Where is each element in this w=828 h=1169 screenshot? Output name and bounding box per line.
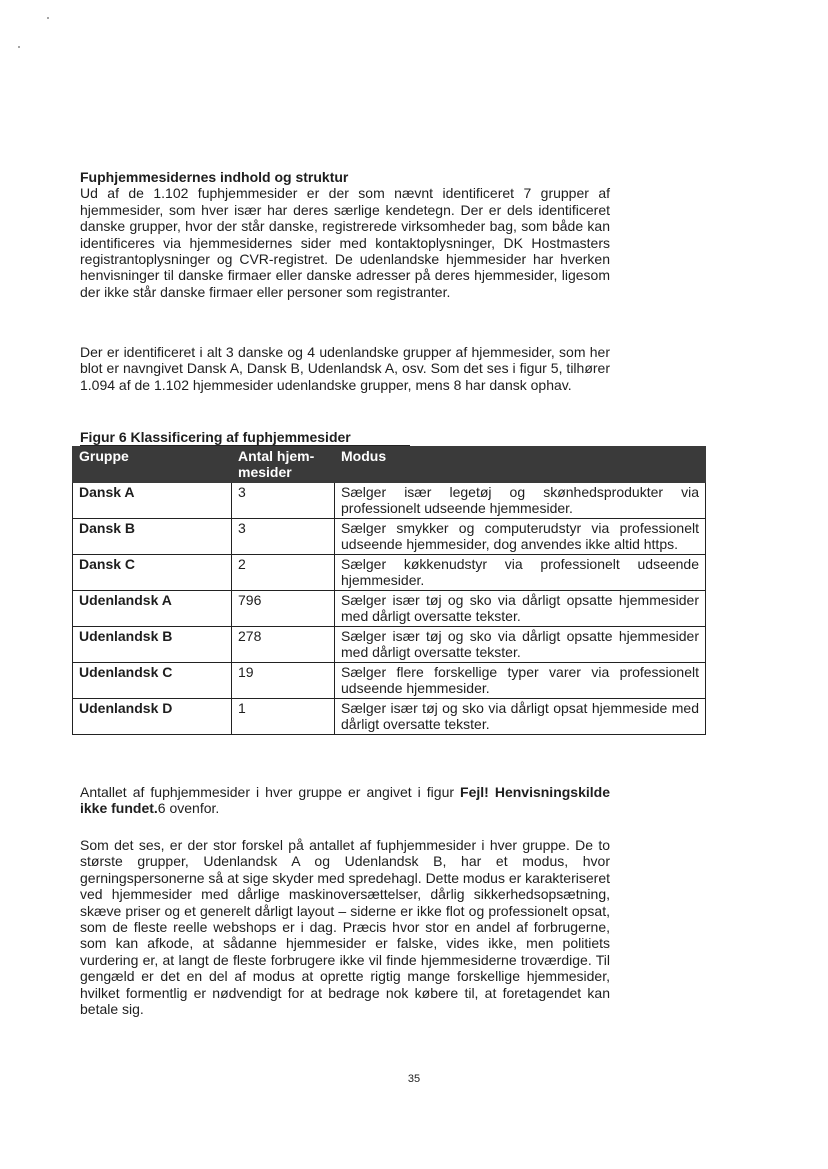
groups-paragraph: Der er identificeret i alt 3 danske og 4 udenlandske grupper af hjemmesider, som her blot er navngivet Dansk A, Dansk B, Udenlandsk A, osv. Som det ses i figur 5, tilhører 1.094 af de 1.102 hjemmesider udenlandske grupper, mens 8 har dansk ophav. xyxy=(80,344,610,393)
analysis-paragraph: Som det ses, er der stor forskel på antallet af fuphjemmesider i hver gruppe. De to største grupper, Udenlandsk A og Udenlandsk B, har et modus, hvor gerningspersonerne så at sige skyder med spredehagl. Dette modus er karakteriseret ved hjemmesider med dårlige maskinoversættelser, dårlig sikkerhedsopsætning, skæve priser og et generelt dårligt layout – siderne er ikke flot og professionelt opsat, som de fleste reelle webshops er i dag. Præcis hvor stor en andel af forbrugerne, som kan afkode, at sådanne hjemmesider er falske, vides ikke, men politiets vurdering er, at langt de fleste forbrugere ikke vil finde hjemmesiderne troværdige. Til gengæld er det en del af modus at oprette rigtig mange forskellige hjemmesider, hvilket formentlig er nødvendigt for at bedrage nok købere til, at foretagendet kan betale sig. xyxy=(80,837,610,1018)
mode-description: Sælger især tøj og sko via dårligt opsatte hjemmesider med dårligt oversatte tekster. xyxy=(335,627,706,663)
table-row xyxy=(73,663,706,699)
table-row xyxy=(73,627,706,663)
table-row xyxy=(73,483,706,519)
group-name: Udenlandsk D xyxy=(73,699,232,735)
page-number: 35 xyxy=(407,1073,421,1085)
intro-section xyxy=(80,169,610,300)
mode-description: Sælger køkkenudstyr via professionelt udseende hjemmesider. xyxy=(335,555,706,591)
header-group: Gruppe xyxy=(73,447,232,483)
figure-reference-paragraph xyxy=(80,784,610,817)
scan-speck xyxy=(18,46,20,48)
mode-description: Sælger især tøj og sko via dårligt opsatte hjemmesider med dårligt oversatte tekster. xyxy=(335,591,706,627)
group-name: Udenlandsk C xyxy=(73,663,232,699)
section-heading: Fuphjemmesidernes indhold og struktur xyxy=(80,169,349,185)
mode-description: Sælger især tøj og sko via dårligt opsat hjemmeside med dårligt oversatte tekster. xyxy=(335,699,706,735)
table-row xyxy=(73,555,706,591)
intro-paragraph: Ud af de 1.102 fuphjemmesider er der som nævnt identificeret 7 grupper af hjemmesider, som hver især har deres særlige kendetegn. Der er dels identificeret danske grupper, hvor der står danske, registrerede virksomheder bag, som både kan identificeres via hjemmesidernes sider med kontaktoplysninger, DK Hostmasters registrantoplysninger og CVR-registret. De udenlandske hjemmesider har hverken henvisninger til danske firmaer eller danske adresser på deres hjemmesider, ligesom der ikke står danske firmaer eller personer som registranter. xyxy=(80,185,610,300)
group-name: Dansk B xyxy=(73,519,232,555)
site-count: 19 xyxy=(232,663,335,699)
reference-prefix: Antallet af fuphjemmesider i hver gruppe er angivet i figur xyxy=(80,784,461,800)
reference-suffix: 6 ovenfor. xyxy=(157,800,220,817)
table-row xyxy=(73,519,706,555)
mode-description: Sælger især legetøj og skønhedsprodukter via professionelt udseende hjemmesider. xyxy=(335,483,706,519)
group-name: Dansk C xyxy=(73,555,232,591)
site-count: 3 xyxy=(232,483,335,519)
header-count: Antal hjem-mesider xyxy=(232,447,335,483)
table-header-row xyxy=(73,447,706,483)
classification-table xyxy=(72,446,706,735)
group-name: Dansk A xyxy=(73,483,232,519)
table-row xyxy=(73,591,706,627)
scan-speck xyxy=(47,17,49,19)
table-row xyxy=(73,699,706,735)
site-count: 278 xyxy=(232,627,335,663)
mode-description: Sælger flere forskellige typer varer via professionelt udseende hjemmesider. xyxy=(335,663,706,699)
site-count: 2 xyxy=(232,555,335,591)
header-mode: Modus xyxy=(335,447,706,483)
figure-caption: Figur 6 Klassificering af fuphjemmesider xyxy=(80,429,410,446)
site-count: 796 xyxy=(232,591,335,627)
site-count: 3 xyxy=(232,519,335,555)
mode-description: Sælger smykker og computerudstyr via professionelt udseende hjemmesider, dog anvendes ikke altid https. xyxy=(335,519,706,555)
group-name: Udenlandsk A xyxy=(73,591,232,627)
site-count: 1 xyxy=(232,699,335,735)
group-name: Udenlandsk B xyxy=(73,627,232,663)
reference-error: Fejl! Henvisningskilde ikke fundet. xyxy=(80,784,610,817)
